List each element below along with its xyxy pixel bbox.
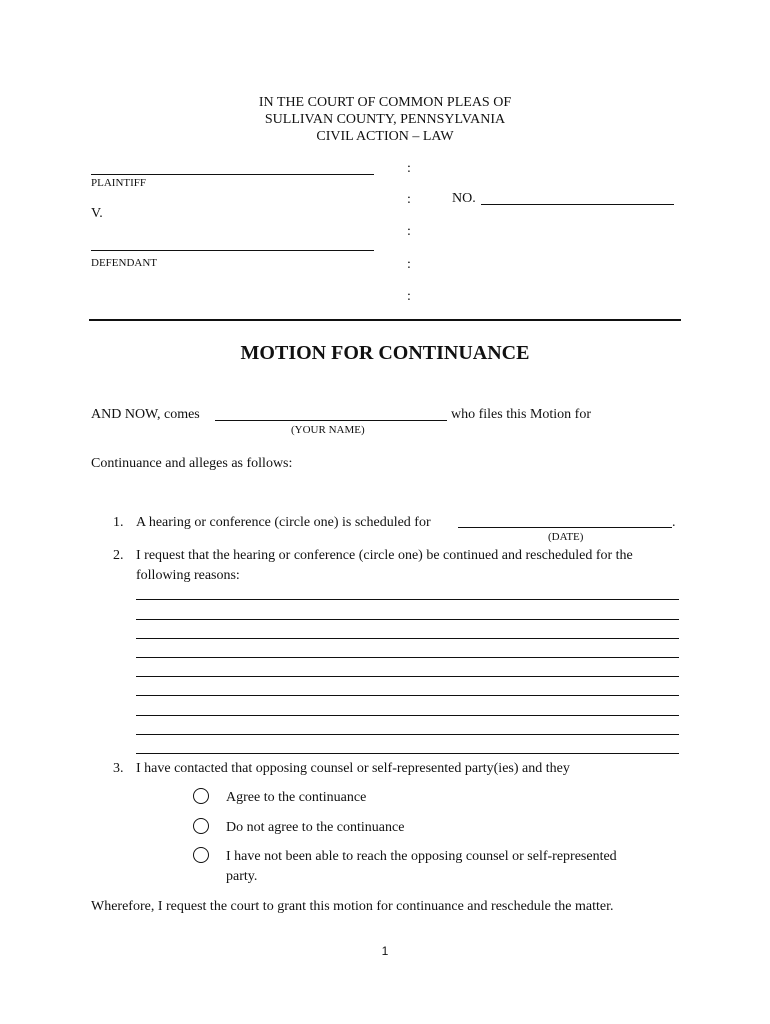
court-line-3: CIVIL ACTION – LAW (316, 129, 454, 144)
reason-line[interactable] (136, 734, 679, 735)
caption-colon: : (407, 289, 411, 304)
item-1-number: 1. (113, 515, 124, 530)
reason-line[interactable] (136, 676, 679, 677)
conclusion-text: Wherefore, I request the court to grant this motion for continuance and reschedule the matter. (91, 899, 614, 914)
option-unreachable-label-cont: party. (226, 869, 258, 884)
caption-colon: : (407, 192, 411, 207)
your-name-hint: (YOUR NAME) (291, 424, 365, 436)
intro-prefix: AND NOW, comes (91, 407, 200, 422)
item-2-line-1: I request that the hearing or conference (circle one) be continued and rescheduled for the (136, 548, 633, 563)
reason-line[interactable] (136, 657, 679, 658)
date-line[interactable] (458, 527, 672, 528)
option-unreachable-label: I have not been able to reach the opposing counsel or self-represented (226, 849, 617, 864)
intro-line-2: Continuance and alleges as follows: (91, 456, 293, 471)
caption-colon: : (407, 161, 411, 176)
reason-line[interactable] (136, 753, 679, 754)
defendant-label: DEFENDANT (91, 257, 157, 269)
docket-no-label: NO. (452, 191, 476, 206)
reason-line[interactable] (136, 638, 679, 639)
caption-divider (89, 319, 681, 321)
caption-colon: : (407, 224, 411, 239)
date-hint: (DATE) (548, 531, 584, 543)
reason-line[interactable] (136, 715, 679, 716)
option-agree-radio[interactable] (193, 788, 209, 804)
reason-line[interactable] (136, 599, 679, 600)
court-header (0, 94, 770, 145)
option-unreachable-radio[interactable] (193, 847, 209, 863)
item-1-period: . (672, 515, 676, 530)
court-line-2: SULLIVAN COUNTY, PENNSYLVANIA (264, 112, 506, 127)
docket-no-line[interactable] (481, 204, 674, 205)
item-2-number: 2. (113, 548, 124, 563)
item-1-text: A hearing or conference (circle one) is scheduled for (136, 515, 431, 530)
option-agree-label: Agree to the continuance (226, 790, 367, 805)
option-disagree-label: Do not agree to the continuance (226, 820, 405, 835)
reason-line[interactable] (136, 619, 679, 620)
caption-colon: : (407, 257, 411, 272)
your-name-line[interactable] (215, 420, 447, 421)
defendant-line[interactable] (91, 250, 374, 251)
item-3-number: 3. (113, 761, 124, 776)
court-line-1: IN THE COURT OF COMMON PLEAS OF (258, 95, 512, 110)
versus-label: V. (91, 206, 103, 221)
option-disagree-radio[interactable] (193, 818, 209, 834)
intro-suffix: who files this Motion for (451, 407, 591, 422)
item-3-text: I have contacted that opposing counsel or self-represented party(ies) and they (136, 761, 570, 776)
page-number: 1 (381, 944, 389, 958)
reason-line[interactable] (136, 695, 679, 696)
plaintiff-label: PLAINTIFF (91, 177, 147, 189)
plaintiff-line[interactable] (91, 174, 374, 175)
document-title: MOTION FOR CONTINUANCE (240, 342, 530, 364)
item-2-line-2: following reasons: (136, 568, 240, 583)
